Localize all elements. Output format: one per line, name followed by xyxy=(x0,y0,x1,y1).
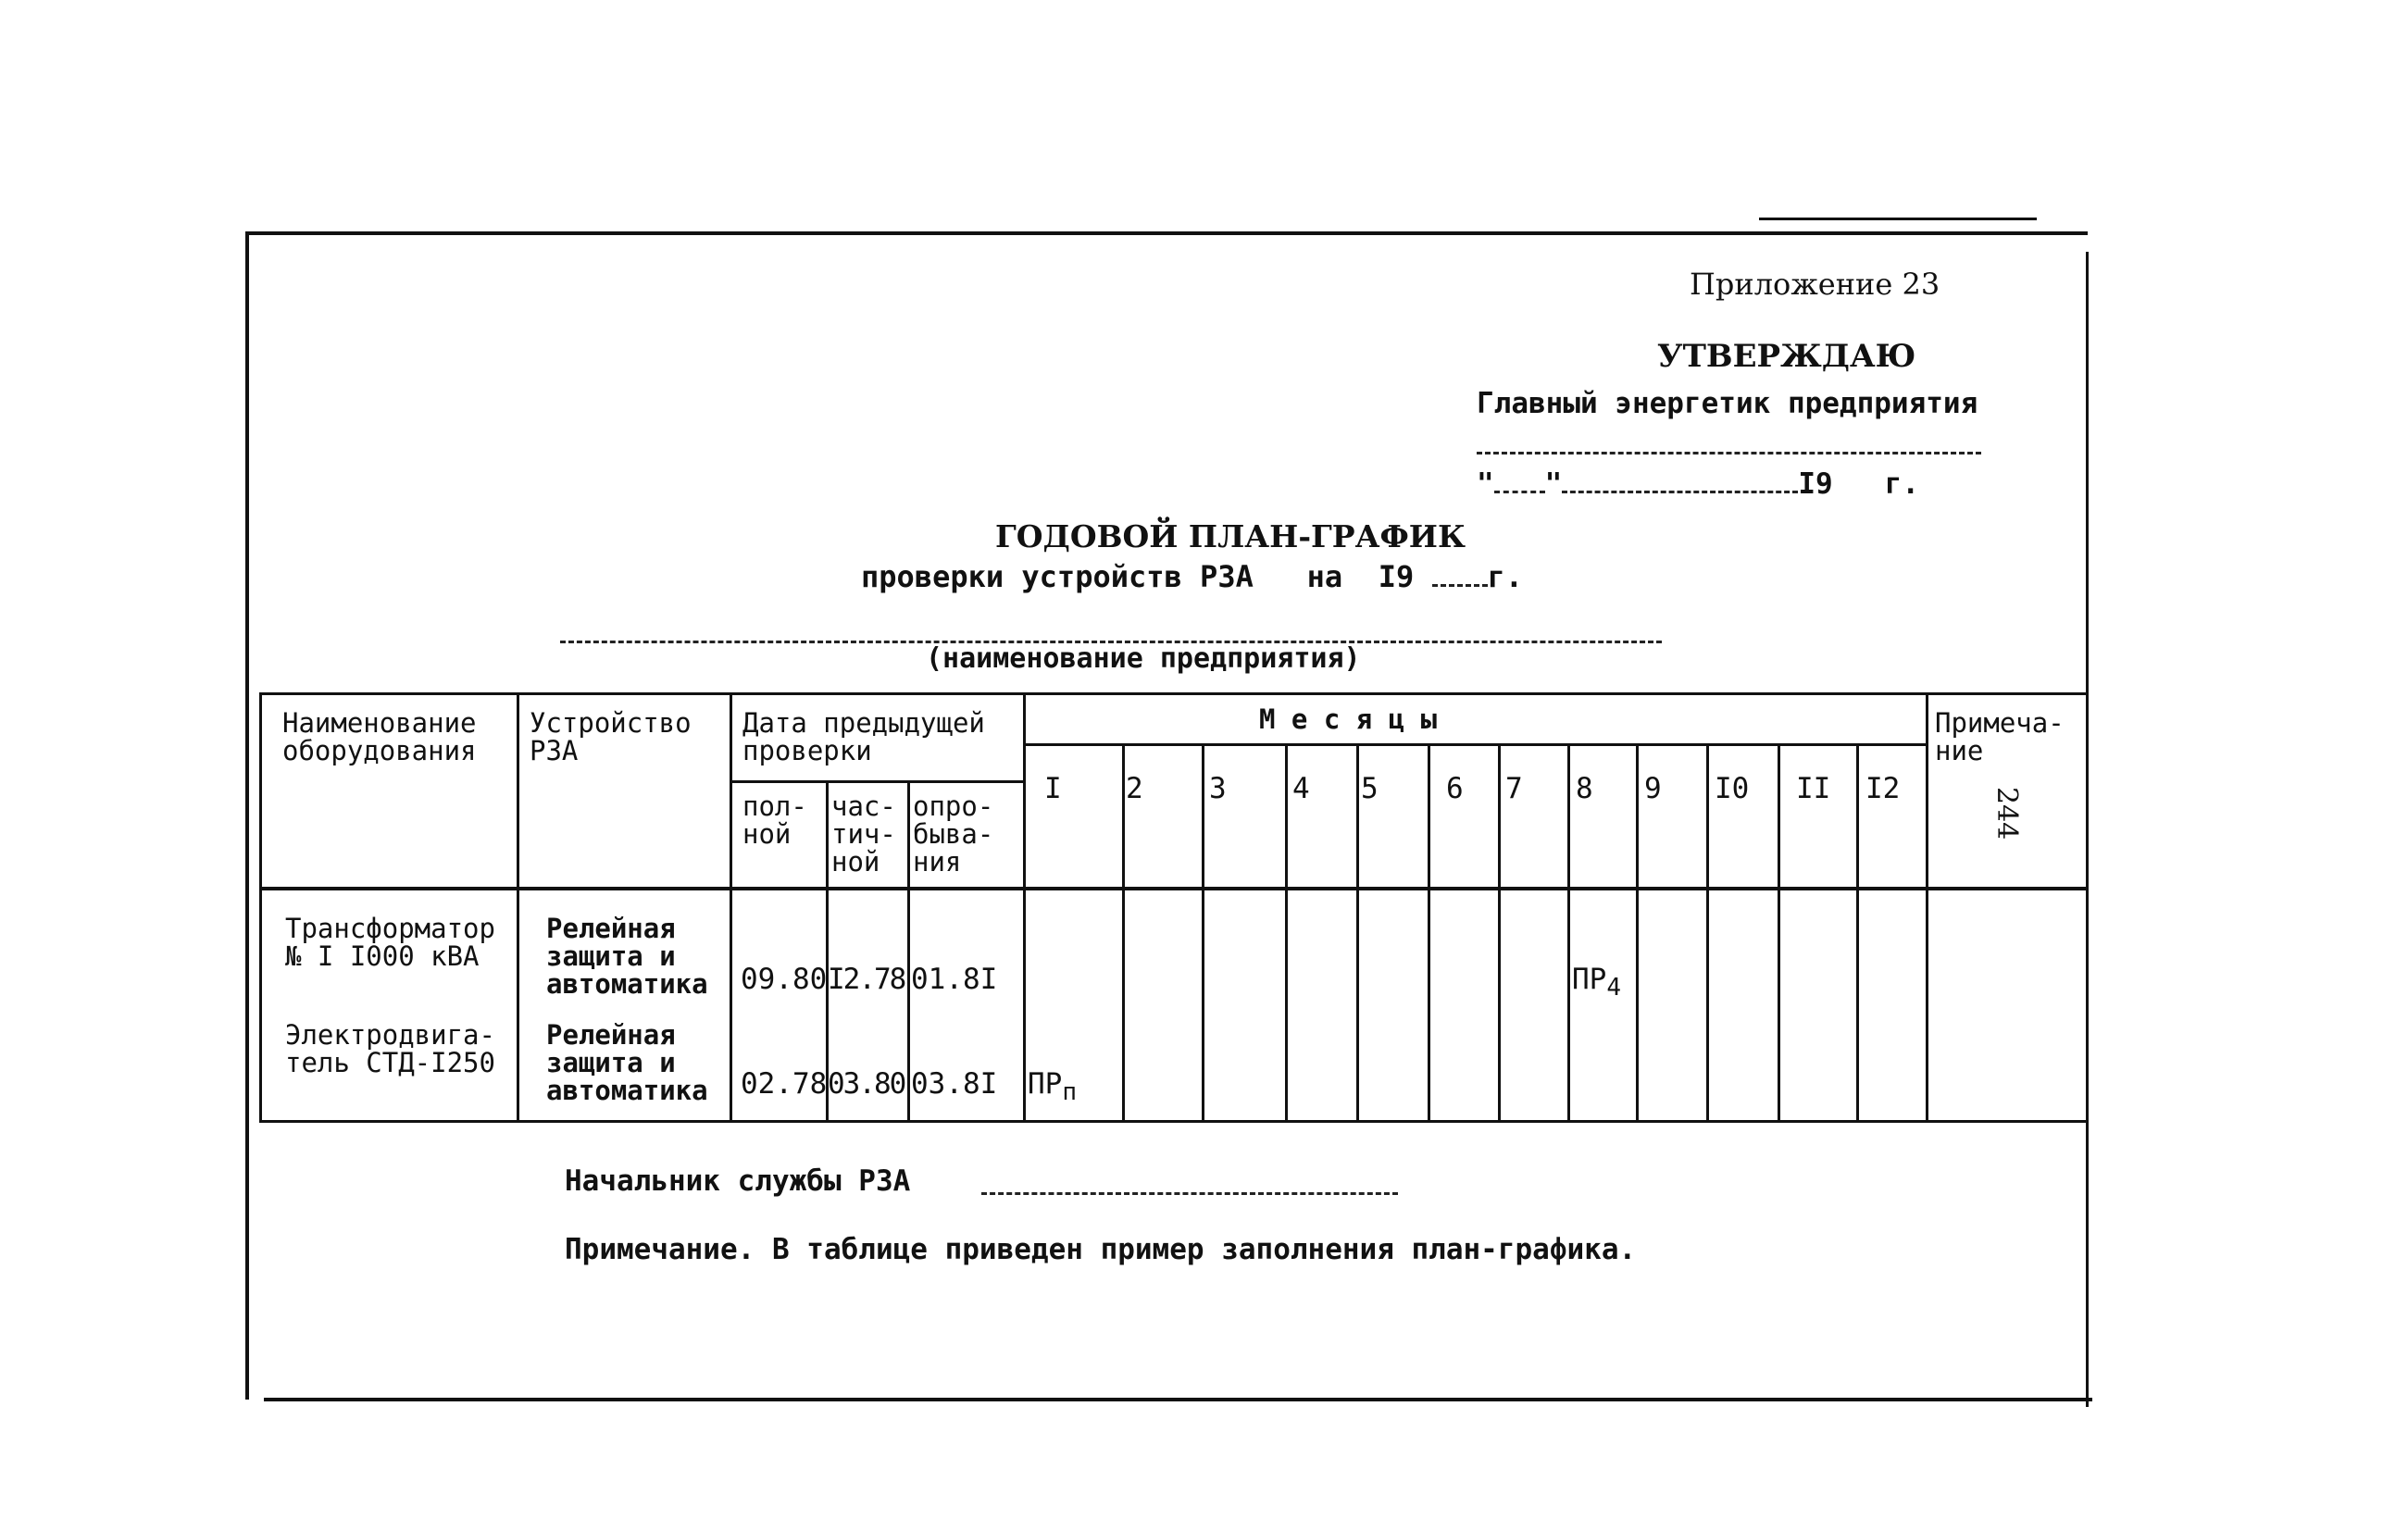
col-line-month-4 xyxy=(1285,743,1288,1123)
col-line-device xyxy=(517,692,519,1123)
col-line-test xyxy=(907,780,910,1123)
header-prev-partial-line3: ной xyxy=(831,846,880,878)
document-subtitle xyxy=(861,559,1523,594)
chief-signature-line xyxy=(981,1192,1398,1195)
row2-mark-january xyxy=(1028,1067,1077,1106)
header-device-line2: РЗА xyxy=(530,735,579,766)
row1-device-line2: защита и xyxy=(546,940,676,972)
row1-equipment-line1: Трансформатор xyxy=(285,913,495,944)
header-prev-test-line2: быва- xyxy=(913,818,994,850)
row1-full: 09.80 xyxy=(741,963,828,996)
date-year: I9 xyxy=(1798,467,1833,501)
col-line-prev-check xyxy=(730,692,732,1123)
appendix-label: Приложение 23 xyxy=(1690,267,1940,302)
col-line-month-11 xyxy=(1778,743,1780,1123)
header-prev-full-line1: пол- xyxy=(742,790,807,822)
subtitle-text: проверки устройств РЗА xyxy=(861,559,1254,594)
row2-device-line1: Релейная xyxy=(546,1019,676,1051)
row2-full: 02.78 xyxy=(741,1067,828,1101)
col-line-month-10 xyxy=(1706,743,1709,1123)
date-month-blank xyxy=(1562,491,1798,493)
row1-device-line3: автоматика xyxy=(546,968,708,1000)
header-months: М е с я ц ы xyxy=(1259,703,1438,735)
header-equipment-line1: Наименование xyxy=(282,707,477,739)
table-left-line xyxy=(259,692,262,1123)
organization-name-caption: (наименование предприятия) xyxy=(926,642,1361,675)
col-line-month-5 xyxy=(1356,743,1359,1123)
subtitle-year: I9 xyxy=(1378,559,1415,594)
subtitle-na: на xyxy=(1306,559,1343,594)
header-note-line1: Примеча- xyxy=(1935,707,2065,739)
month-7: 7 xyxy=(1505,772,1523,805)
row2-partial: 03.80 xyxy=(828,1067,905,1101)
date-year-suffix: г. xyxy=(1884,467,1919,501)
row1-test: 01.8I xyxy=(911,963,998,996)
chief-signature-label: Начальник службы РЗА xyxy=(565,1164,911,1198)
approver-role: Главный энергетик предприятия xyxy=(1477,387,1978,420)
table-bottom-line xyxy=(259,1120,2088,1123)
header-equipment xyxy=(282,709,477,765)
document-title: ГОДОВОЙ ПЛАН-ГРАФИК xyxy=(995,518,1466,554)
col-line-month-7 xyxy=(1498,743,1501,1123)
row2-device-line3: автоматика xyxy=(546,1075,708,1106)
col-line-month-3 xyxy=(1202,743,1204,1123)
header-prev-test-line1: опро- xyxy=(913,790,994,822)
row2-mark-subscript: п xyxy=(1062,1078,1077,1107)
col-line-note xyxy=(1926,692,1928,1123)
header-prev-partial xyxy=(831,792,896,876)
month-6: 6 xyxy=(1446,772,1464,805)
month-12: I2 xyxy=(1865,772,1901,805)
months-header-divider xyxy=(1023,743,1926,746)
header-note-line2: ние xyxy=(1935,735,1984,766)
header-prev-partial-line1: час- xyxy=(831,790,896,822)
row2-equipment xyxy=(285,1021,495,1077)
header-prev-check xyxy=(742,709,985,765)
header-note xyxy=(1935,709,2065,765)
frame-top-edge-short xyxy=(1759,218,2037,220)
subtitle-year-blank xyxy=(1432,584,1488,587)
month-8: 8 xyxy=(1576,772,1593,805)
row1-device xyxy=(546,915,708,998)
date-day-blank xyxy=(1494,491,1545,493)
row1-mark: ПР xyxy=(1572,963,1607,996)
month-9: 9 xyxy=(1644,772,1662,805)
month-4: 4 xyxy=(1292,772,1310,805)
header-prev-full-line2: ной xyxy=(742,818,792,850)
page-number: 244 xyxy=(1990,787,2023,840)
approver-signature-line xyxy=(1477,452,1981,454)
row2-equipment-line2: тель СТД-I250 xyxy=(285,1047,495,1078)
footnote: Примечание. В таблице приведен пример заполнения план-графика. xyxy=(565,1233,1637,1266)
header-device-line1: Устройство xyxy=(530,707,692,739)
row2-device xyxy=(546,1021,708,1104)
table-top-line xyxy=(259,692,2088,695)
row2-mark: ПР xyxy=(1028,1067,1063,1101)
row1-equipment-line2: № I I000 кВА xyxy=(285,940,480,972)
row2-equipment-line1: Электродвига- xyxy=(285,1019,495,1051)
prev-check-subheader-divider xyxy=(730,780,1023,783)
header-prev-full xyxy=(742,792,807,848)
col-line-month-8 xyxy=(1567,743,1570,1123)
header-prev-partial-line2: тич- xyxy=(831,818,896,850)
month-5: 5 xyxy=(1361,772,1379,805)
approve-stamp: УТВЕРЖДАЮ xyxy=(1657,338,1916,375)
col-line-month-2 xyxy=(1122,743,1125,1123)
date-quote-close: " xyxy=(1544,467,1563,501)
col-line-month-12 xyxy=(1856,743,1859,1123)
frame-bottom-edge xyxy=(264,1398,2092,1401)
header-prev-test xyxy=(913,792,993,876)
subtitle-year-suffix: г. xyxy=(1487,559,1524,594)
col-line-months xyxy=(1023,692,1026,1123)
header-device xyxy=(530,709,692,765)
date-quote-open: " xyxy=(1477,467,1494,501)
header-prev-test-line3: ния xyxy=(913,846,962,878)
row1-equipment xyxy=(285,915,495,970)
row1-device-line1: Релейная xyxy=(546,913,676,944)
month-2: 2 xyxy=(1126,772,1143,805)
header-prev-check-line2: проверки xyxy=(742,735,872,766)
month-11: II xyxy=(1796,772,1831,805)
month-10: I0 xyxy=(1715,772,1750,805)
col-line-month-6 xyxy=(1428,743,1430,1123)
row2-device-line2: защита и xyxy=(546,1047,676,1078)
row1-mark-subscript: 4 xyxy=(1606,974,1621,1002)
frame-top-edge xyxy=(245,231,2088,235)
frame-left-edge xyxy=(245,231,249,1400)
schedule-table xyxy=(259,692,2088,1123)
header-prev-check-line1: Дата предыдущей xyxy=(742,707,985,739)
row1-mark-august xyxy=(1572,963,1621,1002)
month-1: I xyxy=(1044,772,1062,805)
approval-date xyxy=(1477,467,1919,501)
col-line-month-9 xyxy=(1636,743,1639,1123)
header-bottom-line xyxy=(259,887,2088,890)
row2-test: 03.8I xyxy=(911,1067,998,1101)
month-3: 3 xyxy=(1209,772,1227,805)
header-equipment-line2: оборудования xyxy=(282,735,477,766)
row1-partial: I2.78 xyxy=(828,963,905,996)
